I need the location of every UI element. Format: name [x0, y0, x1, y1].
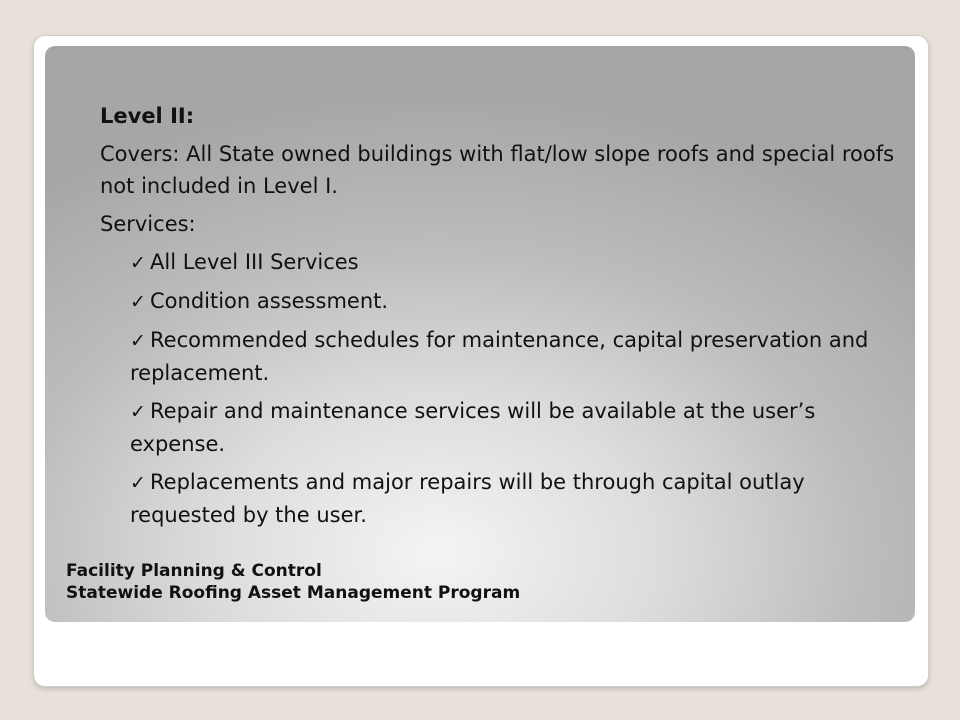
- slide-heading: Level II:: [100, 104, 195, 128]
- checkmark-icon: ✓: [130, 291, 146, 313]
- covers-text: Covers: All State owned buildings with flat/low slope roofs and special roofs not included in Level I.: [100, 142, 895, 198]
- checkmark-icon: ✓: [130, 330, 146, 352]
- list-item-text: Recommended schedules for maintenance, capital preservation and replacement.: [130, 328, 869, 385]
- checkmark-icon: ✓: [130, 472, 146, 494]
- services-label: Services:: [100, 212, 196, 236]
- list-item: [130, 246, 900, 279]
- services-list: [130, 246, 900, 531]
- list-item: [130, 285, 900, 318]
- list-item-text: Condition assessment.: [150, 289, 389, 313]
- slide-footer: [66, 560, 520, 604]
- list-item-text: All Level III Services: [150, 250, 359, 274]
- footer-line-2: Statewide Roofing Asset Management Program: [66, 583, 521, 603]
- checkmark-icon: ✓: [130, 401, 146, 423]
- list-item: [130, 466, 900, 531]
- list-item-text: Replacements and major repairs will be through capital outlay requested by the user.: [130, 470, 805, 527]
- list-item: [130, 395, 900, 460]
- checkmark-icon: ✓: [130, 252, 146, 274]
- list-item: [130, 324, 900, 389]
- slide-content: [100, 100, 900, 537]
- list-item-text: Repair and maintenance services will be available at the user’s expense.: [130, 399, 816, 456]
- footer-line-1: Facility Planning & Control: [66, 561, 322, 581]
